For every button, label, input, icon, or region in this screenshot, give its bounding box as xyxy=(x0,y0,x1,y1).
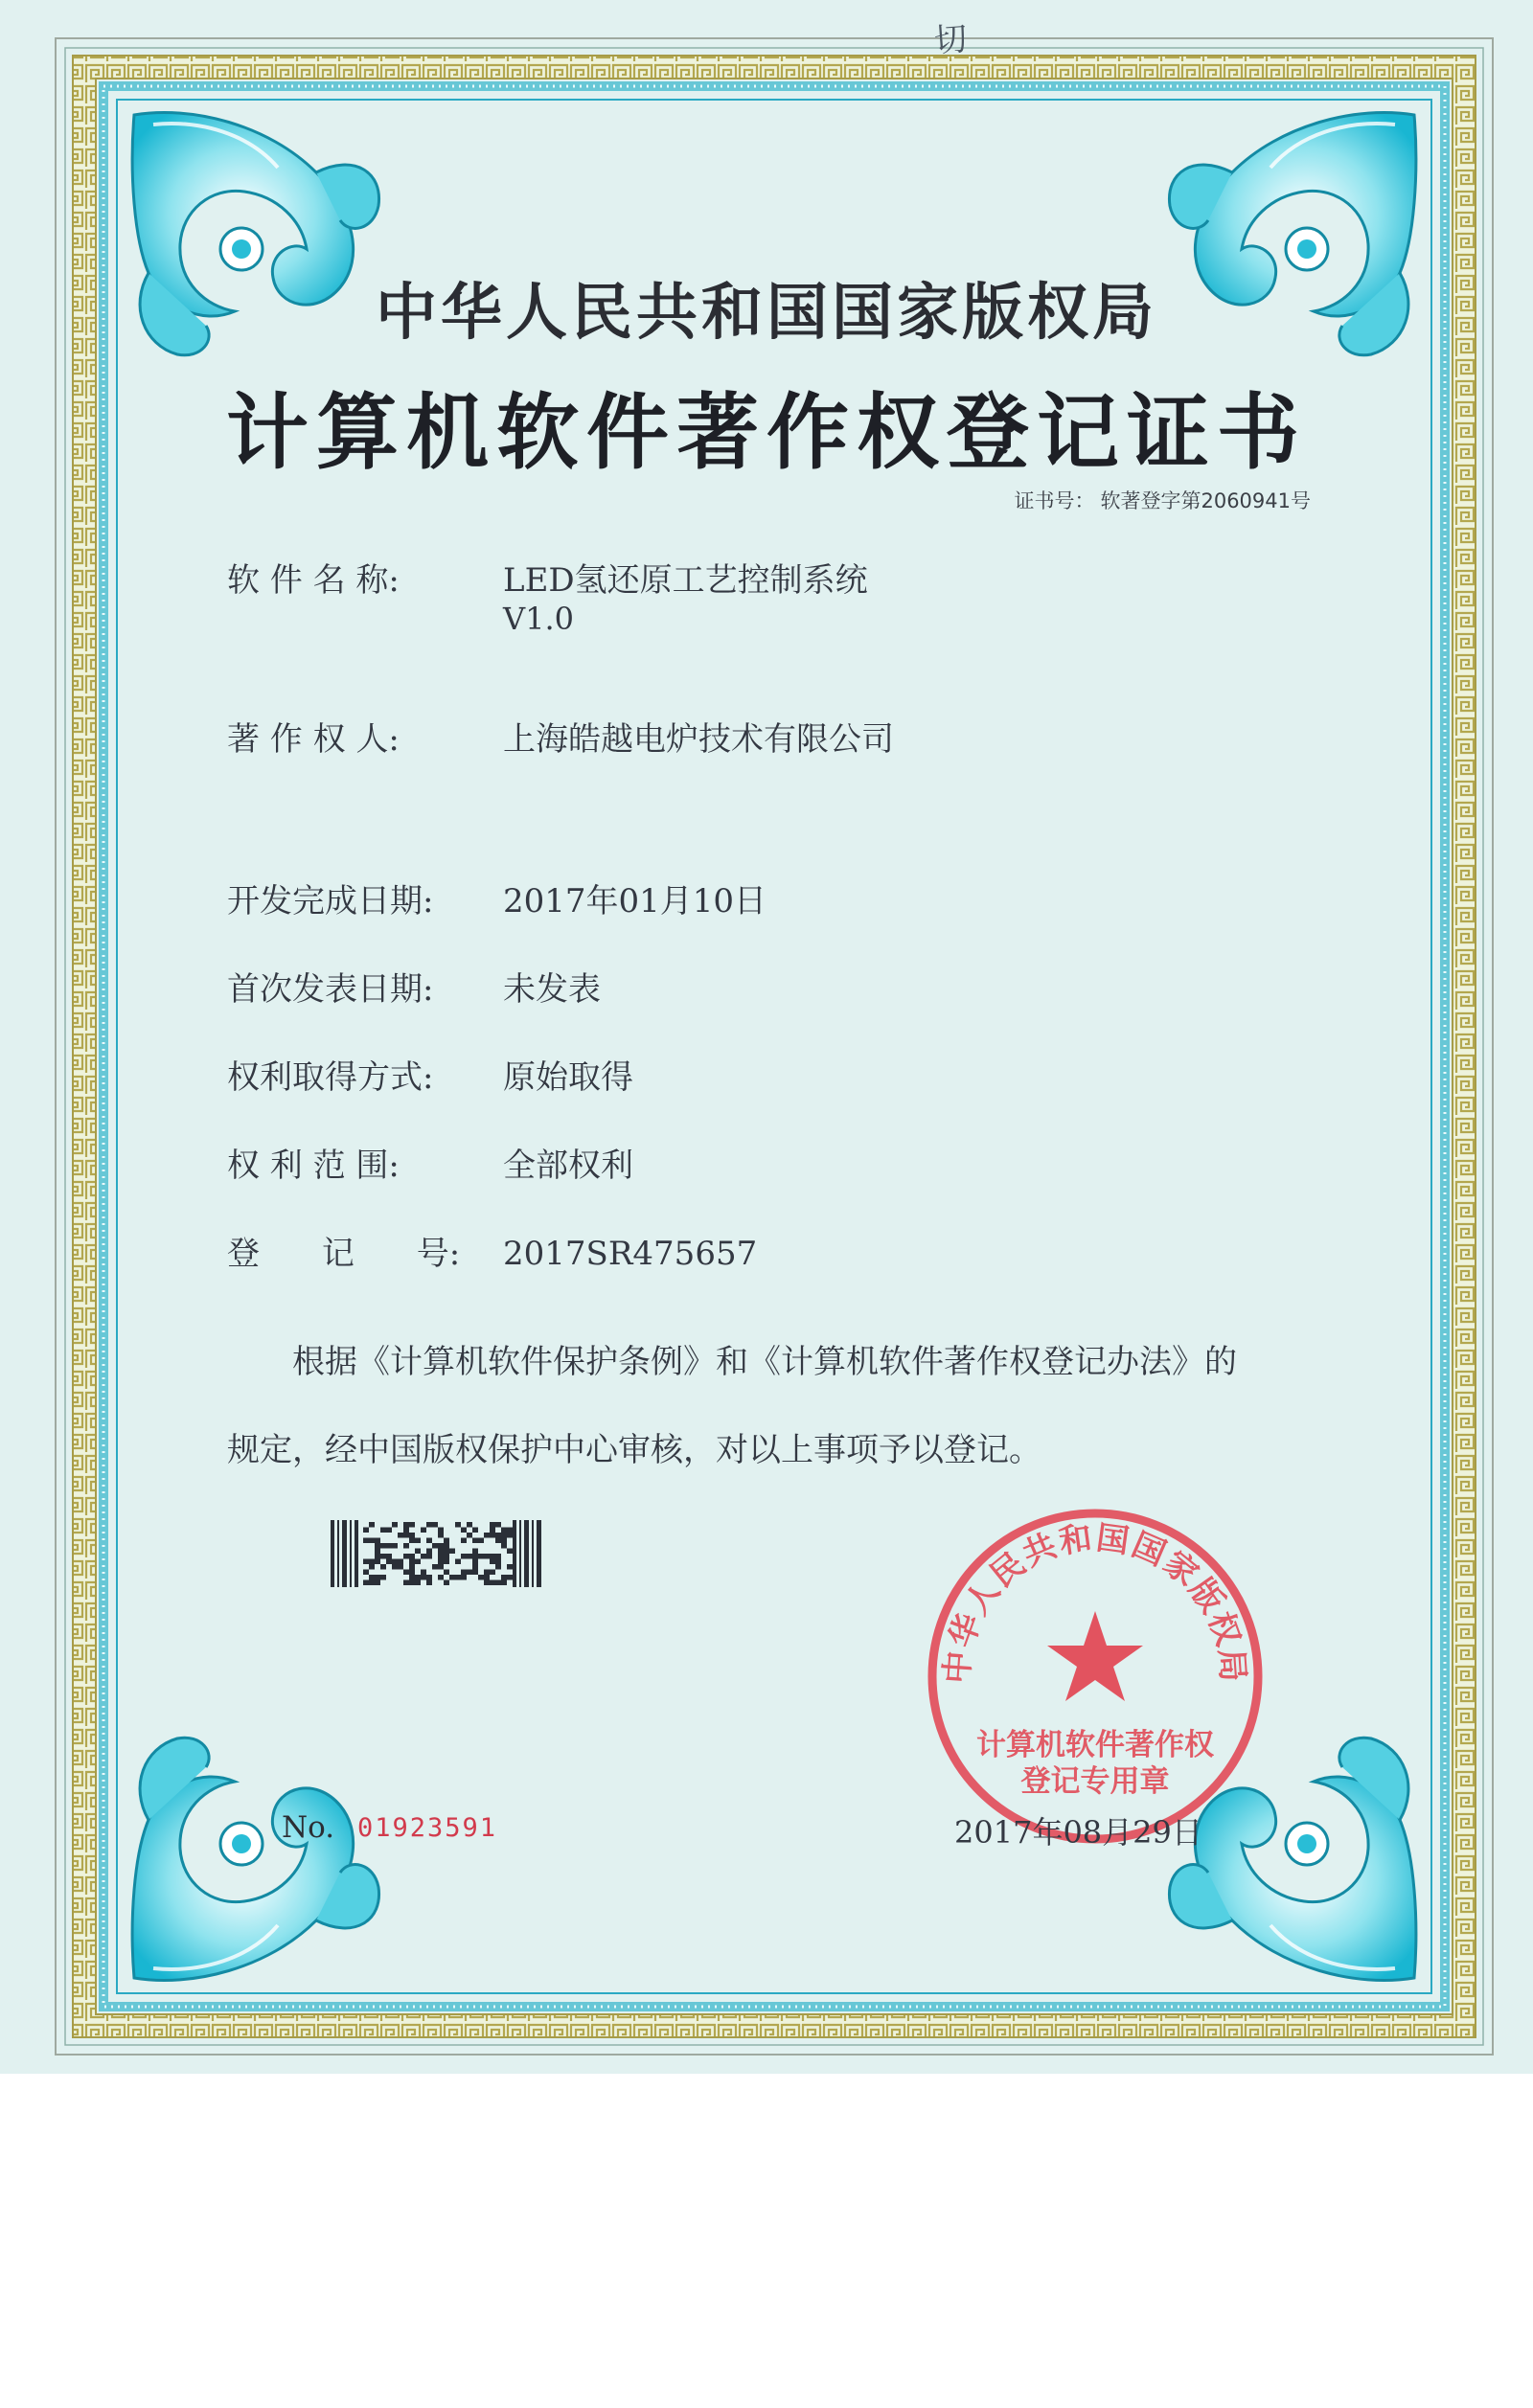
registration-statement xyxy=(227,1318,1319,1494)
seal-star-icon xyxy=(1047,1611,1143,1701)
field-value: 原始取得 xyxy=(503,1058,633,1097)
field-software-name xyxy=(227,554,868,601)
field-registration-number xyxy=(227,1227,757,1274)
handwritten-mark: 切 xyxy=(932,19,969,61)
official-seal xyxy=(923,1504,1268,1849)
field-first-publication-date xyxy=(227,963,601,1010)
field-label: 权 利 范 围: xyxy=(227,1147,400,1185)
barcode xyxy=(331,1520,546,1587)
issuing-authority: 中华人民共和国国家版权局 xyxy=(376,278,1157,349)
certificate-number-label: 证书号： xyxy=(1014,489,1095,512)
software-version: V1.0 xyxy=(503,601,574,637)
field-label: 著 作 权 人: xyxy=(227,720,400,759)
seal-inner-line-1: 计算机软件著作权 xyxy=(976,1728,1214,1762)
seal-inner-line-2: 登记专用章 xyxy=(1020,1764,1170,1799)
field-label: 开发完成日期: xyxy=(227,882,434,920)
certificate-number xyxy=(1008,486,1311,514)
field-value: 上海皓越电炉技术有限公司 xyxy=(503,720,894,759)
field-value: 未发表 xyxy=(503,970,601,1009)
field-copyright-owner xyxy=(227,713,894,760)
seal-outer-text: 中华人民共和国国家版权局 xyxy=(938,1518,1252,1685)
field-label: 软 件 名 称: xyxy=(227,561,400,600)
statement-line-2: 规定，经中国版权保护中心审核，对以上事项予以登记。 xyxy=(227,1431,1041,1469)
serial-number: 01923591 xyxy=(357,1813,498,1843)
field-label: 登 记 号: xyxy=(227,1235,461,1273)
serial-label: No. xyxy=(282,1810,335,1845)
field-rights-scope xyxy=(227,1139,633,1186)
field-value: 2017SR475657 xyxy=(503,1235,758,1273)
field-label: 首次发表日期: xyxy=(227,970,434,1009)
certificate-title: 计算机软件著作权登记证书 xyxy=(226,385,1307,481)
certificate-number-value: 软著登字第2060941号 xyxy=(1100,489,1311,512)
field-value: 2017年01月10日 xyxy=(503,882,767,920)
issue-date: 2017年08月29日 xyxy=(954,1814,1202,1851)
field-value: 全部权利 xyxy=(503,1147,633,1185)
field-label: 权利取得方式: xyxy=(227,1058,434,1097)
field-value: LED氢还原工艺控制系统 xyxy=(503,561,868,600)
field-rights-acquisition xyxy=(227,1051,633,1098)
statement-line-1: 根据《计算机软件保护条例》和《计算机软件著作权登记办法》的 xyxy=(292,1343,1237,1381)
field-completion-date xyxy=(227,875,766,921)
